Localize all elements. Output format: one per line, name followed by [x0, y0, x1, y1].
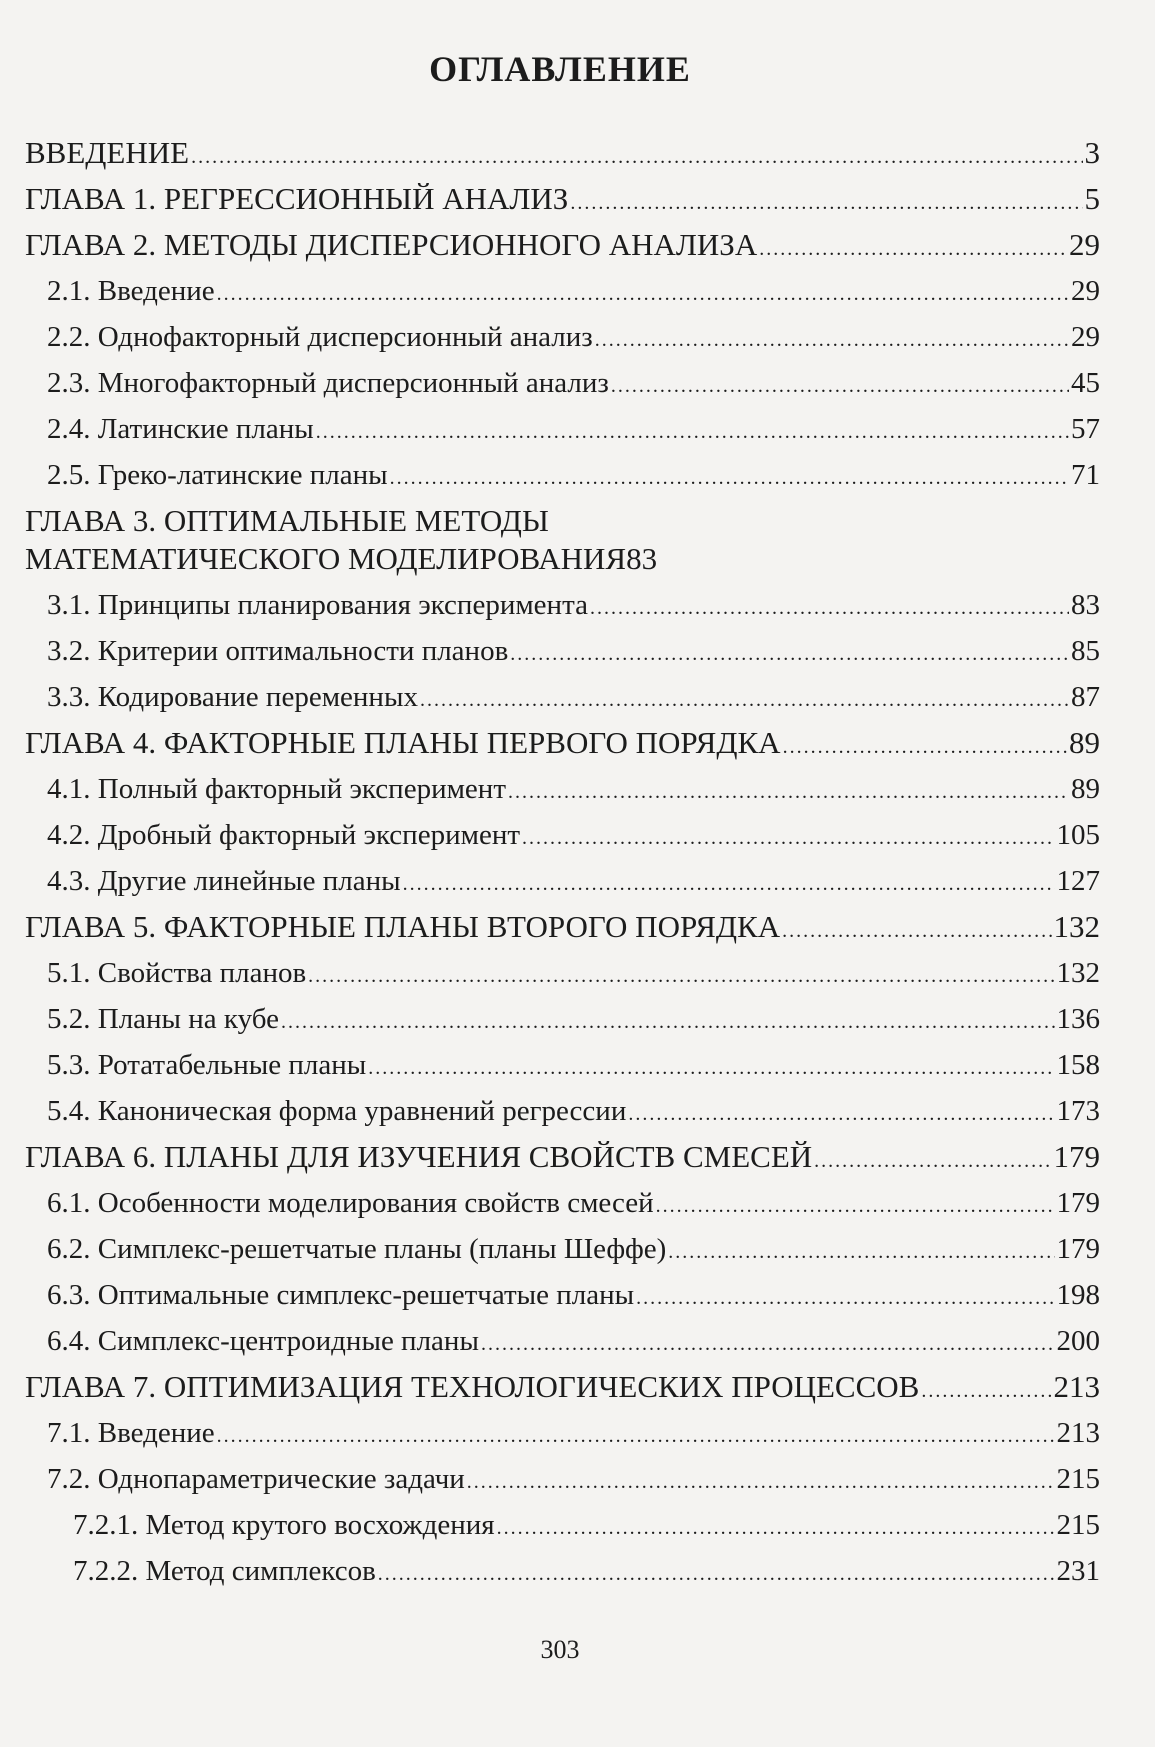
toc-entry-label: ГЛАВА 5. ФАКТОРНЫЕ ПЛАНЫ ВТОРОГО ПОРЯДКА — [25, 909, 781, 944]
toc-entry-chapter — [25, 176, 1100, 222]
toc-entry-page: 89 — [1071, 773, 1100, 805]
toc-entry-page: 29 — [1071, 321, 1100, 353]
leader-dots — [656, 1183, 1055, 1229]
toc-entry-section — [25, 812, 1100, 858]
toc-entry-page: 5 — [1084, 181, 1100, 216]
toc-entry-section — [25, 268, 1100, 314]
toc-entry-section — [25, 628, 1100, 674]
toc-entry-page: 83 — [626, 541, 658, 576]
toc-entry-section — [25, 858, 1100, 904]
toc-entry-page: 71 — [1071, 459, 1100, 491]
leader-dots — [497, 1505, 1055, 1551]
toc-entry-page: 45 — [1071, 367, 1100, 399]
toc-entry-page: 179 — [1056, 1233, 1100, 1265]
leader-dots — [390, 455, 1069, 501]
toc-entry-chapter — [25, 130, 1100, 176]
toc-entry-label: 5.2. Планы на кубе — [47, 1003, 279, 1035]
leader-dots — [611, 363, 1069, 409]
table-of-contents — [25, 130, 1100, 1594]
toc-entry-page: 87 — [1071, 681, 1100, 713]
leader-dots — [378, 1551, 1055, 1597]
toc-entry-page: 215 — [1056, 1509, 1100, 1541]
toc-entry-label: 6.2. Симплекс-решетчатые планы (планы Шеффе) — [47, 1233, 667, 1265]
toc-entry-label: 7.2.2. Метод симплексов — [73, 1555, 376, 1587]
leader-dots — [481, 1321, 1055, 1367]
leader-dots — [783, 724, 1067, 770]
leader-dots — [636, 1275, 1054, 1321]
toc-entry-label: ГЛАВА 7. ОПТИМИЗАЦИЯ ТЕХНОЛОГИЧЕСКИХ ПРОЦЕССОВ — [25, 1369, 920, 1404]
toc-entry-section — [25, 406, 1100, 452]
leader-dots — [668, 1229, 1054, 1275]
toc-entry-chapter — [25, 498, 1100, 582]
toc-entry-page: 179 — [1053, 1139, 1100, 1174]
leader-dots — [595, 317, 1069, 363]
toc-entry-label: 5.4. Каноническая форма уравнений регрессии — [47, 1095, 627, 1127]
toc-entry-page: 105 — [1056, 819, 1100, 851]
toc-entry-page: 89 — [1069, 725, 1100, 760]
toc-entry-page: 231 — [1056, 1555, 1100, 1587]
toc-entry-label: 6.3. Оптимальные симплекс-решетчатые планы — [47, 1279, 635, 1311]
toc-entry-section — [25, 950, 1100, 996]
toc-entry-page: 213 — [1056, 1417, 1100, 1449]
toc-entry-section — [25, 1410, 1100, 1456]
toc-entry-page: 136 — [1056, 1003, 1100, 1035]
leader-dots — [217, 1413, 1055, 1459]
leader-dots — [191, 134, 1082, 180]
toc-entry-chapter — [25, 720, 1100, 766]
toc-entry-section — [25, 1318, 1100, 1364]
toc-entry-section — [25, 996, 1100, 1042]
toc-entry-section — [25, 766, 1100, 812]
toc-entry-label: 5.3. Ротатабельные планы — [47, 1049, 367, 1081]
toc-entry-label: 4.3. Другие линейные планы — [47, 865, 401, 897]
toc-entry-label: 4.1. Полный факторный эксперимент — [47, 773, 507, 805]
leader-dots — [510, 631, 1069, 677]
toc-entry-label: ВВЕДЕНИЕ — [25, 135, 190, 170]
toc-entry-label: ГЛАВА 4. ФАКТОРНЫЕ ПЛАНЫ ПЕРВОГО ПОРЯДКА — [25, 725, 781, 760]
toc-entry-label: 2.3. Многофакторный дисперсионный анализ — [47, 367, 609, 399]
leader-dots — [782, 908, 1051, 954]
toc-entry-section — [25, 1088, 1100, 1134]
leader-dots — [508, 769, 1069, 815]
toc-entry-label: ГЛАВА 6. ПЛАНЫ ДЛЯ ИЗУЧЕНИЯ СВОЙСТВ СМЕСЕЙ — [25, 1139, 813, 1174]
toc-entry-page: 85 — [1071, 635, 1100, 667]
leader-dots — [308, 953, 1054, 999]
toc-entry-chapter — [25, 1364, 1100, 1410]
toc-entry-section — [25, 1456, 1100, 1502]
toc-entry-page: 3 — [1084, 135, 1100, 170]
leader-dots — [921, 1368, 1051, 1414]
toc-entry-label: 2.1. Введение — [47, 275, 215, 307]
toc-entry-page: 83 — [1071, 589, 1100, 621]
toc-entry-label: ГЛАВА 1. РЕГРЕССИОННЫЙ АНАЛИЗ — [25, 181, 569, 216]
toc-entry-label: 4.2. Дробный факторный эксперимент — [47, 819, 521, 851]
toc-entry-page: 173 — [1056, 1095, 1100, 1127]
toc-entry-chapter — [25, 1134, 1100, 1180]
toc-entry-page: 29 — [1071, 275, 1100, 307]
toc-entry-label-line2: МАТЕМАТИЧЕСКОГО МОДЕЛИРОВАНИЯ — [25, 541, 627, 576]
leader-dots — [368, 1045, 1054, 1091]
toc-entry-page: 200 — [1056, 1325, 1100, 1357]
toc-entry-section — [25, 1272, 1100, 1318]
toc-entry-page: 132 — [1056, 957, 1100, 989]
toc-entry-page: 198 — [1056, 1279, 1100, 1311]
toc-entry-label: 2.2. Однофакторный дисперсионный анализ — [47, 321, 593, 353]
toc-entry-page: 132 — [1053, 909, 1100, 944]
leader-dots — [759, 226, 1067, 272]
toc-entry-page: 29 — [1069, 227, 1100, 262]
toc-entry-page: 158 — [1056, 1049, 1100, 1081]
toc-entry-page: 57 — [1071, 413, 1100, 445]
toc-entry-label: 6.1. Особенности моделирования свойств смесей — [47, 1187, 654, 1219]
leader-dots — [316, 409, 1069, 455]
toc-entry-label: 5.1. Свойства планов — [47, 957, 307, 989]
toc-entry-label: 3.3. Кодирование переменных — [47, 681, 418, 713]
leader-dots — [420, 677, 1069, 723]
leader-dots — [814, 1138, 1051, 1184]
toc-entry-label: ГЛАВА 2. МЕТОДЫ ДИСПЕРСИОННОГО АНАЛИЗА — [25, 227, 758, 262]
toc-entry-page: 179 — [1056, 1187, 1100, 1219]
toc-entry-chapter — [25, 904, 1100, 950]
toc-entry-label: 7.2.1. Метод крутого восхождения — [73, 1509, 495, 1541]
leader-dots — [590, 585, 1069, 631]
page-title: ОГЛАВЛЕНИЕ — [429, 49, 691, 89]
toc-entry-section — [25, 1042, 1100, 1088]
leader-dots — [403, 861, 1055, 907]
toc-entry-label: 7.2. Однопараметрические задачи — [47, 1463, 465, 1495]
toc-entry-label: 3.2. Критерии оптимальности планов — [47, 635, 509, 667]
toc-entry-label: 2.4. Латинские планы — [47, 413, 314, 445]
leader-dots — [467, 1459, 1055, 1505]
toc-entry-section — [25, 674, 1100, 720]
toc-entry-section — [25, 1548, 1100, 1594]
leader-dots — [522, 815, 1054, 861]
toc-entry-label: 7.1. Введение — [47, 1417, 215, 1449]
toc-entry-section — [25, 452, 1100, 498]
toc-entry-label: 3.1. Принципы планирования эксперимента — [47, 589, 588, 621]
toc-entry-section — [25, 314, 1100, 360]
leader-dots — [628, 1091, 1054, 1137]
toc-entry-section — [25, 1502, 1100, 1548]
leader-dots — [217, 271, 1069, 317]
page-number: 303 — [540, 1635, 580, 1664]
toc-entry-section — [25, 582, 1100, 628]
toc-entry-label: 2.5. Греко-латинские планы — [47, 459, 388, 491]
toc-entry-page: 127 — [1056, 865, 1100, 897]
toc-entry-page: 213 — [1053, 1369, 1100, 1404]
toc-entry-section — [25, 1226, 1100, 1272]
leader-dots — [281, 999, 1055, 1045]
toc-entry-label: 6.4. Симплекс-центроидные планы — [47, 1325, 479, 1357]
toc-entry-chapter — [25, 222, 1100, 268]
toc-entry-section — [25, 360, 1100, 406]
toc-entry-section — [25, 1180, 1100, 1226]
toc-entry-page: 215 — [1056, 1463, 1100, 1495]
leader-dots — [570, 180, 1082, 226]
toc-entry-label-line1: ГЛАВА 3. ОПТИМАЛЬНЫЕ МЕТОДЫ — [25, 503, 549, 538]
